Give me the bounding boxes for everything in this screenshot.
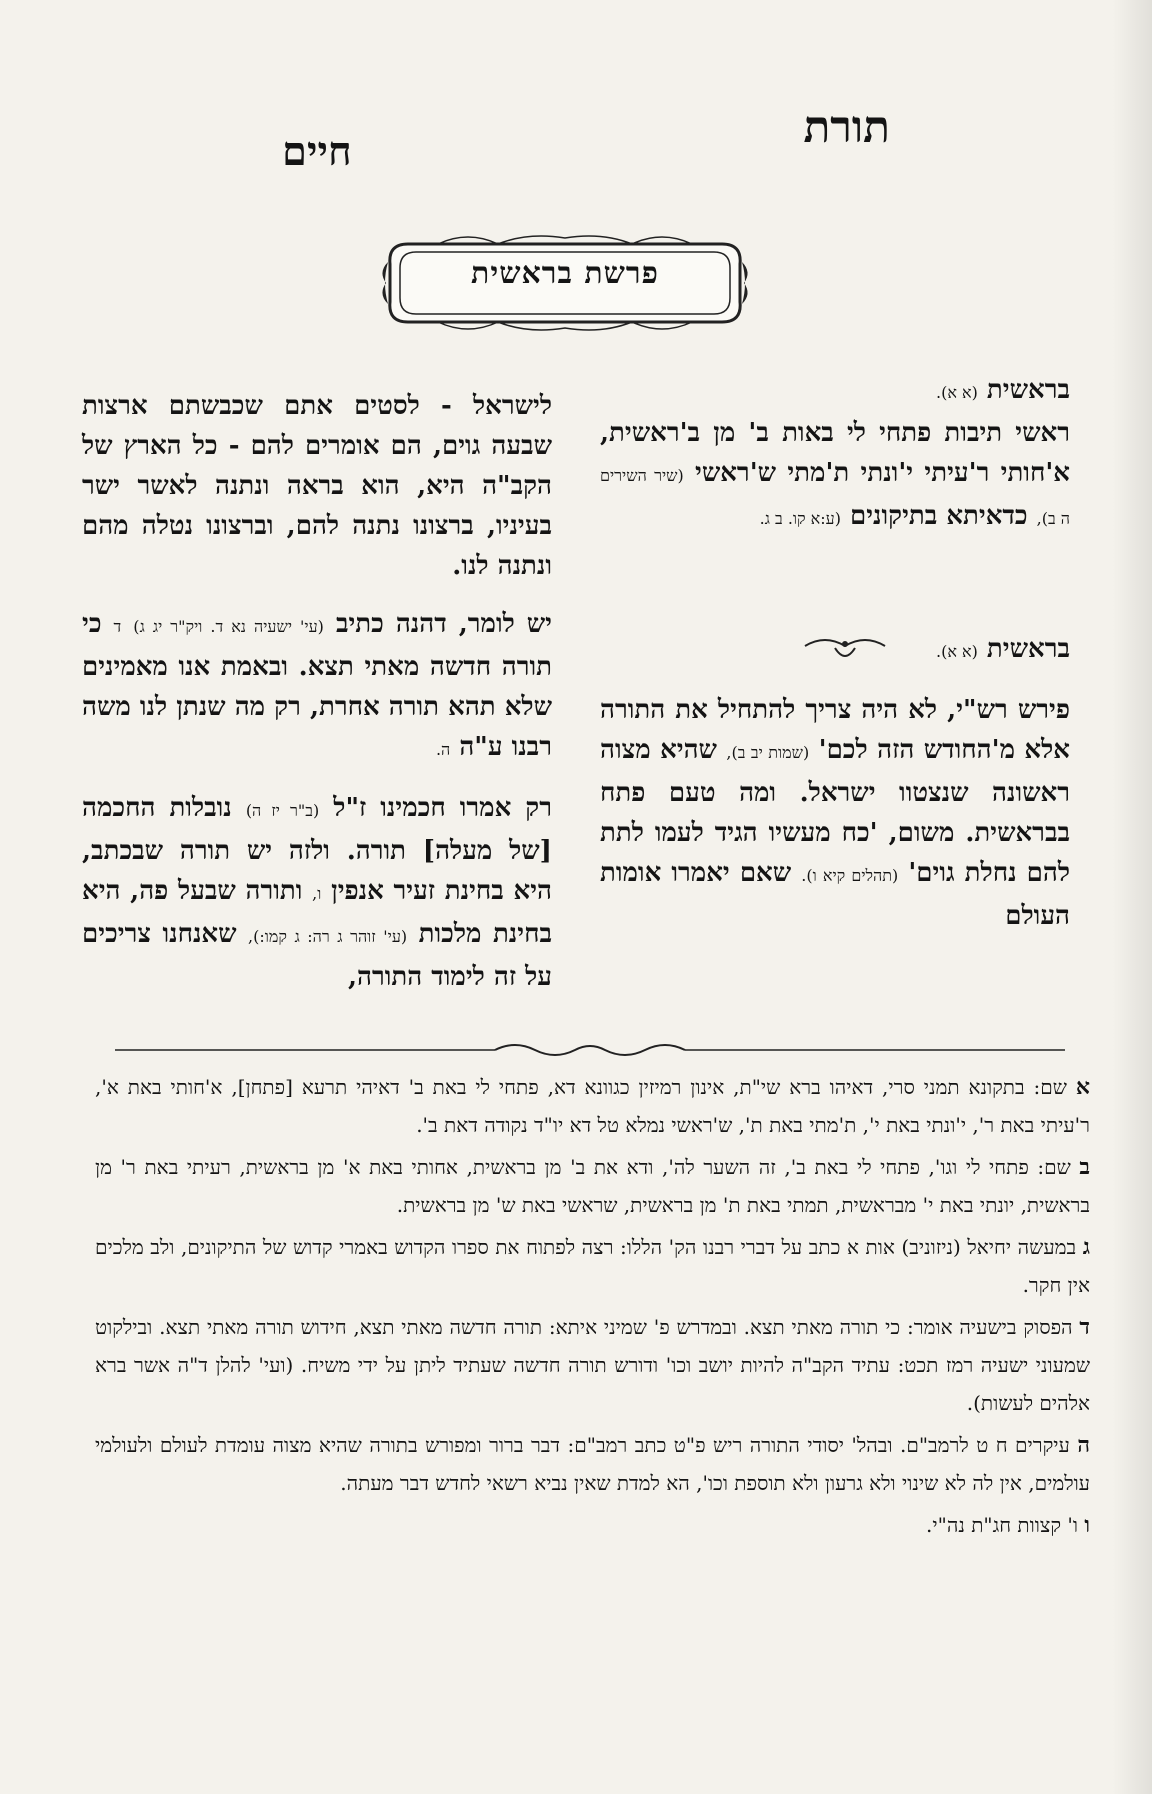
footnote <box>95 1426 1090 1502</box>
footnotes <box>95 1068 1090 1548</box>
source-reference: (ע: <box>820 509 841 528</box>
divider-spacer <box>600 539 1070 629</box>
footnote-mark: ו, <box>312 884 322 903</box>
paragraph-gap <box>82 770 552 788</box>
running-header-left: חיים <box>282 128 352 175</box>
verse-reference: (א א). <box>936 383 978 402</box>
footnote <box>95 1228 1090 1304</box>
verse-reference: (א א). <box>936 642 978 661</box>
source-reference: (עי' זוהר ג רה: ג קמו:), <box>248 927 408 946</box>
paragraph-gap <box>600 672 1070 690</box>
footnote-letter: ג <box>1082 1234 1090 1260</box>
body-text: יש לומר, דהנה כתיב <box>335 609 552 639</box>
headword: בראשית <box>986 375 1070 405</box>
section-divider-icon <box>800 626 890 666</box>
left-paragraph-3 <box>82 788 552 997</box>
body-text: רק אמרו חכמינו ז"ל <box>333 793 552 823</box>
body-text: כדאיתא בתיקונים <box>850 501 1028 531</box>
footnote-letter: ד <box>1079 1314 1091 1340</box>
footnote-text: הפסוק בישעיה אומר: כי תורה מאתי תצא. ובמדרש פ' שמיני איתא: תורה חדשה מאתי תצא, חידוש תורה מאתי תצא. ובילקוט שמעוני ישעיה רמז תכט: עתיד הקב"ה להיות יושב וכו' ודורש תורה חדשה שעתיד ליתן על ידי משיח. (ועי' להלן ד"ה אשר ברא אלהים לעשות). <box>95 1315 1090 1415</box>
footnote-mark: ד <box>113 617 122 636</box>
headword: בראשית <box>986 634 1070 664</box>
left-paragraph-2 <box>82 604 552 770</box>
footnote-letter: ה <box>1077 1432 1091 1458</box>
parsha-title-frame <box>378 224 752 342</box>
page-shadow <box>1112 0 1152 1794</box>
body-text: שהיא מצוה ראשונה שנצטוו ישראל. ומה טעם פתח בבראשית. משום, 'כח מעשיו הגיד לעמו לתת להם נחלת גוים' <box>600 735 1070 888</box>
paragraph-gap <box>82 586 552 604</box>
footnote-marks: א קו. ב ג. <box>759 509 821 528</box>
right-paragraph-1-body <box>600 413 1070 539</box>
footnote-letter: ב <box>1079 1154 1091 1180</box>
footnote-text: שם: בתקונא תמני סרי, דאיהו ברא שי"ת, אינון רמיזין כגוונא דא, פתחי לי באת ב' דאיהי תרעא [פתחן], א'חותי באת א', ר'עיתי באת ר', י'ונתי באת י', ת'מתי באת ת', ש'ראשי נמלא טל דא יו"ד נקודה דאת ב'. <box>95 1075 1090 1137</box>
source-reference: (תהלים קיא ו). <box>801 866 899 885</box>
footnote <box>95 1148 1090 1224</box>
body-text: שאנחנו צריכים על זה לימוד התורה, <box>82 919 552 992</box>
right-paragraph-2-body <box>600 690 1070 936</box>
left-column <box>82 386 552 997</box>
footnote-text: ו' קצוות חג"ת נה"י. <box>926 1513 1078 1537</box>
footnote-letter: א <box>1075 1074 1090 1100</box>
footnote-letter: ו <box>1084 1512 1090 1538</box>
running-header-right: תורת <box>803 102 890 153</box>
body-text: נובלות החכמה [של מעלה] תורה. ולזה יש תורה שבכתב, היא בחינת זעיר אנפין <box>82 793 552 906</box>
source-reference: (ב"ר יז ה) <box>245 801 320 820</box>
footnote-text: במעשה יחיאל (ניזוניב) אות א כתב על דברי רבנו הק' הללו: רצה לפתוח את ספרו הקדוש באמרי קדוש של התיקונים, ולב מלכים אין חקר. <box>95 1235 1090 1297</box>
right-paragraph-1 <box>600 370 1070 413</box>
left-paragraph-1: לישראל - לסטים אתם שכבשתם ארצות שבעה גוים, הם אומרים להם - כל הארץ של הקב"ה היא, הוא בראה ונתנה לאשר ישר בעיניו, ברצונו נתנה להם, וברצונו נטלה מהם ונתנה לנו. <box>82 391 552 581</box>
source-reference: (שיר השירים ה ב), <box>600 466 1070 528</box>
body-text: כי תורה חדשה מאתי תצא. ובאמת אנו מאמינים שלא תהא תורה אחרת, רק מה שנתן לנו משה רבנו ע"ה <box>82 609 552 762</box>
parsha-title: פרשת בראשית <box>471 256 659 291</box>
footnote-mark: ה. <box>435 740 451 759</box>
body-text: פירש רש"י, לא היה צריך להתחיל את התורה אלא מ'החודש הזה לכם' <box>600 695 1070 765</box>
footnote <box>95 1068 1090 1144</box>
footnote <box>95 1308 1090 1422</box>
body-text: ותורה שבעל פה, היא בחינת מלכות <box>82 876 552 949</box>
body-text: שאם יאמרו אומות העולם <box>600 858 1070 931</box>
footnote <box>95 1506 1090 1544</box>
footnote-text: עיקרים ח ט לרמב"ם. ובהל' יסודי התורה ריש פ"ט כתב רמב"ם: דבר ברור ומפורש בתורה שהיא מצוה עומדת לעולם ולעולמי עולמים, אין לה לא שינוי ולא גרעון ולא תוספת וכו', הא למדת שאין נביא רשאי לחדש דבר מעתה. <box>95 1433 1090 1495</box>
source-reference: (עי' ישעיה נא ד. ויק"ר יג ג) <box>133 617 324 636</box>
footnote-text: שם: פתחי לי וגו', פתחי לי באת ב', זה השער לה', ודא את ב' מן בראשית, אחותי באת א' מן בראשית, רעיתי באת ר' מן בראשית, יונתי באת י' מבראשית, תמתי באת ת' מן בראשית, שראשי באת ש' מן בראשית. <box>95 1155 1090 1217</box>
body-text: ראשי תיבות פתחי לי באות ב' מן ב'ראשית, א'חותי ר'עיתי י'ונתי ת'מתי ש'ראשי <box>600 418 1070 488</box>
footnote-divider-icon <box>115 1038 1065 1062</box>
source-reference: (שמות יב ב), <box>726 743 810 762</box>
